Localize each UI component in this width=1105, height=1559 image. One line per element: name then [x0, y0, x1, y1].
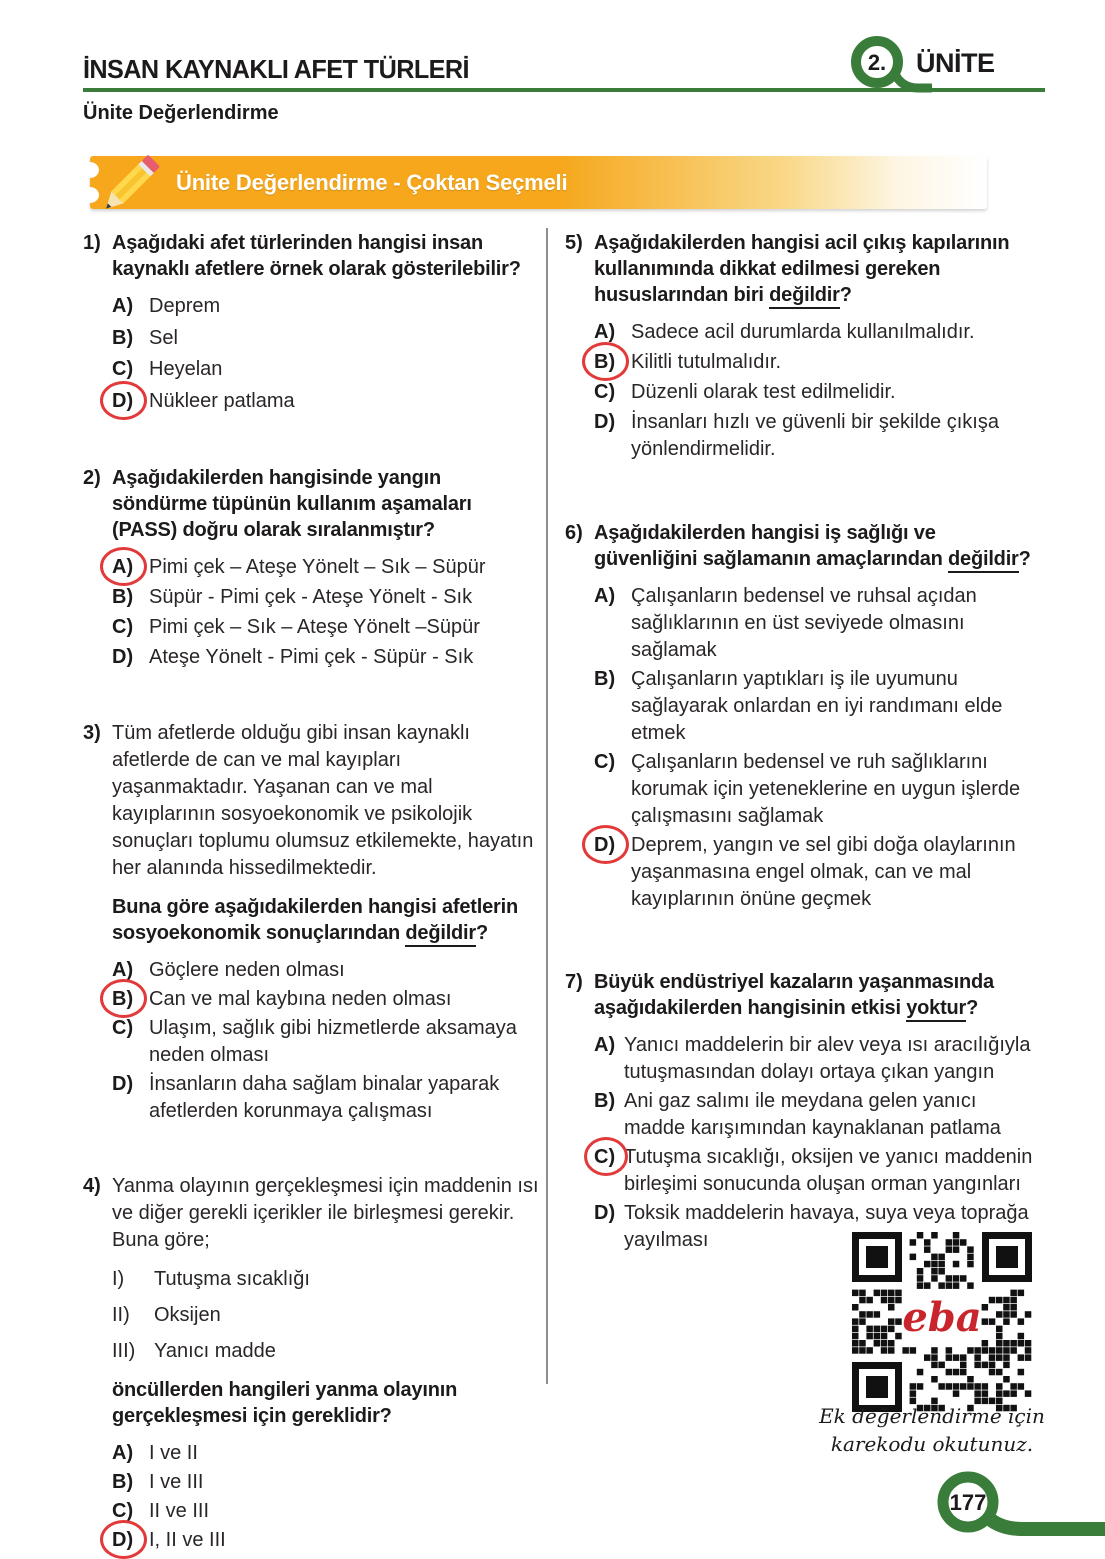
- roman-item: I) Tutuşma sıcaklığı: [112, 1268, 310, 1290]
- question-number: 1): [83, 232, 101, 254]
- option-letter: C): [594, 1144, 624, 1198]
- option-row: [594, 319, 1039, 346]
- question-number: 7): [565, 971, 583, 993]
- option-row: [594, 749, 1039, 830]
- page-number: 177: [949, 1490, 987, 1515]
- option-text: Çalışanların bedensel ve ruhsal açıdan sağlıklarının en üst seviyede olmasını sağlamak: [631, 585, 977, 661]
- option-text: Çalışanların yaptıkları iş ile uyumunu sağlayarak onlardan en iyi randımanı elde etmek: [631, 668, 1003, 744]
- option-letter: A): [112, 1442, 134, 1464]
- question-stem: Aşağıdakilerden hangisinde yangın söndürme tüpünün kullanım aşamaları (PASS) doğru olarak sıralanmıştır?: [112, 467, 472, 541]
- option-text: I ve III: [149, 1471, 204, 1493]
- option-text: Can ve mal kaybına neden olması: [149, 988, 452, 1010]
- option-letter: B): [112, 1471, 134, 1493]
- question-intro: Yanma olayının gerçekleşmesi için maddenin ısı ve diğer gerekli içerikler ile birleşmesi gerekir. Buna göre;: [112, 1175, 539, 1251]
- option-text: Sadece acil durumlarda kullanılmalıdır.: [631, 321, 975, 343]
- pencil-icon: [86, 142, 172, 228]
- option-letter: D): [594, 411, 616, 433]
- footer-swoosh: [985, 1514, 1105, 1529]
- option-letter: D): [112, 388, 149, 415]
- option-text: Ulaşım, sağlık gibi hizmetlerde aksamaya neden olması: [149, 1017, 517, 1066]
- option-letter: B): [112, 326, 134, 349]
- option-row: [112, 293, 541, 320]
- question-number: 5): [565, 232, 583, 254]
- option-letter: A): [594, 585, 616, 607]
- option-letter: D): [112, 1527, 149, 1554]
- question-4: [83, 1173, 541, 1556]
- question-stem: Buna göre aşağıdakilerden hangisi afetlerin sosyoekonomik sonuçlarından değildir?: [112, 894, 541, 946]
- option-row: [594, 832, 1039, 913]
- right-column: [565, 230, 1039, 1310]
- option-letter: A): [112, 959, 134, 981]
- roman-item: II) Oksijen: [112, 1304, 221, 1326]
- qr-caption: Ek değerlendirme için karekodu okutunuz.: [819, 1404, 1045, 1456]
- column-divider: [546, 228, 548, 1384]
- option-letter: D): [594, 1202, 616, 1224]
- option-row: [112, 957, 541, 984]
- qr-code-image: [852, 1232, 1032, 1412]
- option-row: [112, 1527, 541, 1554]
- option-row: [594, 349, 1039, 376]
- option-text: Toksik maddelerin havaya, suya veya toprağa yayılması: [624, 1202, 1029, 1251]
- option-text: Deprem: [149, 295, 221, 317]
- option-row: [112, 356, 541, 383]
- option-row: [112, 1071, 541, 1125]
- option-row: [112, 388, 541, 415]
- question-number: 6): [565, 522, 583, 544]
- eba-logo: eba: [902, 1294, 982, 1341]
- question-stem: Büyük endüstriyel kazaların yaşanmasında aşağıdakilerden hangisinin etkisi yoktur?: [594, 969, 1039, 1021]
- option-letter: C): [112, 358, 134, 380]
- option-text: Tutuşma sıcaklığı, oksijen ve yanıcı maddenin birleşimi sonucunda oluşan orman yangınları: [624, 1146, 1033, 1195]
- question-number: 4): [83, 1175, 101, 1197]
- option-letter: C): [594, 751, 616, 773]
- option-row: [112, 1469, 541, 1496]
- option-text: Ateşe Yönelt - Pimi çek - Süpür - Sık: [149, 646, 474, 668]
- option-letter: B): [594, 349, 631, 376]
- option-text: İnsanların daha sağlam binalar yaparak afetlerden korunmaya çalışması: [149, 1073, 500, 1122]
- option-row: [112, 644, 541, 671]
- question-3: [83, 720, 541, 1127]
- page-subtitle: Ünite Değerlendirme: [83, 102, 279, 124]
- option-row: [594, 1088, 1039, 1142]
- option-row: [594, 379, 1039, 406]
- option-text: Göçlere neden olması: [149, 959, 345, 981]
- option-letter: B): [112, 586, 134, 608]
- option-letter: B): [594, 668, 616, 690]
- option-letter: C): [112, 616, 134, 638]
- option-text: Sel: [149, 326, 178, 349]
- unit-number: 2.: [867, 50, 887, 75]
- option-row: [112, 1498, 541, 1525]
- option-text: Heyelan: [149, 358, 223, 380]
- option-text: I, II ve III: [149, 1529, 226, 1551]
- option-row: [112, 986, 541, 1013]
- section-banner: [90, 156, 987, 209]
- option-row: [594, 583, 1039, 664]
- option-text: II ve III: [149, 1500, 210, 1522]
- left-column: [83, 230, 541, 1559]
- question-5: [565, 230, 1039, 466]
- question-stem: Aşağıdakilerden hangisi iş sağlığı ve güvenliğini sağlamanın amaçlarından değildir?: [594, 520, 1039, 572]
- option-text: Pimi çek – Sık – Ateşe Yönelt –Süpür: [149, 616, 480, 638]
- option-text: I ve II: [149, 1442, 198, 1464]
- option-row: [112, 1440, 541, 1467]
- option-text: Ani gaz salımı ile meydana gelen yanıcı madde karışımından kaynaklanan patlama: [624, 1090, 1001, 1139]
- option-text: Yanıcı maddelerin bir alev veya ısı aracılığıyla tutuşmasından dolayı ortaya çıkan yangın: [624, 1034, 1031, 1083]
- banner-title: Ünite Değerlendirme - Çoktan Seçmeli: [176, 170, 568, 195]
- option-row: [112, 614, 541, 641]
- option-row: [112, 1015, 541, 1069]
- page-title: İNSAN KAYNAKLI AFET TÜRLERİ: [83, 54, 469, 84]
- question-2: [83, 465, 541, 674]
- question-intro: Tüm afetlerde olduğu gibi insan kaynaklı afetlerde de can ve mal kayıpları yaşanmaktadır. Yaşanan can ve mal kayıplarının sosyoekonomik ve psikolojik sonuçları toplumu olumsuz etkilemekte, hayatın her alanında hissedilmektedir.: [112, 722, 534, 879]
- option-letter: A): [112, 554, 149, 581]
- option-row: [112, 584, 541, 611]
- option-letter: B): [112, 986, 149, 1013]
- option-letter: B): [594, 1090, 616, 1112]
- question-number: 2): [83, 467, 101, 489]
- question-number: 3): [83, 722, 101, 744]
- page-number-badge: [935, 1468, 1105, 1548]
- option-row: [594, 666, 1039, 747]
- option-letter: A): [594, 1034, 616, 1056]
- option-row: [112, 325, 541, 352]
- option-letter: D): [112, 1073, 134, 1095]
- option-letter: A): [112, 295, 134, 317]
- question-stem: Aşağıdaki afet türlerinden hangisi insan kaynaklı afetlere örnek olarak gösterilebilir?: [112, 232, 521, 280]
- qr-code: [852, 1232, 1032, 1412]
- option-text: Deprem, yangın ve sel gibi doğa olaylarının yaşanmasına engel olmak, can ve mal kayıplarının önüne geçmek: [631, 834, 1016, 910]
- question-stem: öncüllerden hangileri yanma olayının gerçekleşmesi için gereklidir?: [112, 1379, 458, 1427]
- question-1: [83, 230, 541, 419]
- question-7: [565, 969, 1039, 1256]
- question-6: [565, 520, 1039, 915]
- option-row: [594, 409, 1039, 463]
- option-text: İnsanları hızlı ve güvenli bir şekilde çıkışa yönlendirmelidir.: [631, 411, 999, 460]
- option-text: Çalışanların bedensel ve ruh sağlıklarını korumak için yeteneklerine en uygun işlerde çalışmasını sağlamak: [631, 751, 1021, 827]
- option-row: [594, 1032, 1039, 1086]
- option-letter: C): [112, 1500, 134, 1522]
- question-stem: Aşağıdakilerden hangisi acil çıkış kapılarının kullanımında dikkat edilmesi gereken hususlarından biri değildir?: [594, 230, 1039, 308]
- option-text: Pimi çek – Ateşe Yönelt – Sık – Süpür: [149, 556, 486, 578]
- unit-label: ÜNİTE: [916, 48, 995, 78]
- option-text: Düzenli olarak test edilmelidir.: [631, 381, 896, 403]
- option-text: Süpür - Pimi çek - Ateşe Yönelt - Sık: [149, 586, 473, 608]
- option-text: Nükleer patlama: [149, 389, 295, 412]
- option-letter: D): [112, 646, 134, 668]
- option-letter: C): [594, 381, 616, 403]
- option-row: [594, 1144, 1039, 1198]
- option-letter: A): [594, 321, 616, 343]
- option-text: Kilitli tutulmalıdır.: [631, 351, 782, 373]
- roman-item: III) Yanıcı madde: [112, 1340, 276, 1362]
- option-letter: C): [112, 1017, 134, 1039]
- option-row: [112, 554, 541, 581]
- option-letter: D): [594, 832, 631, 913]
